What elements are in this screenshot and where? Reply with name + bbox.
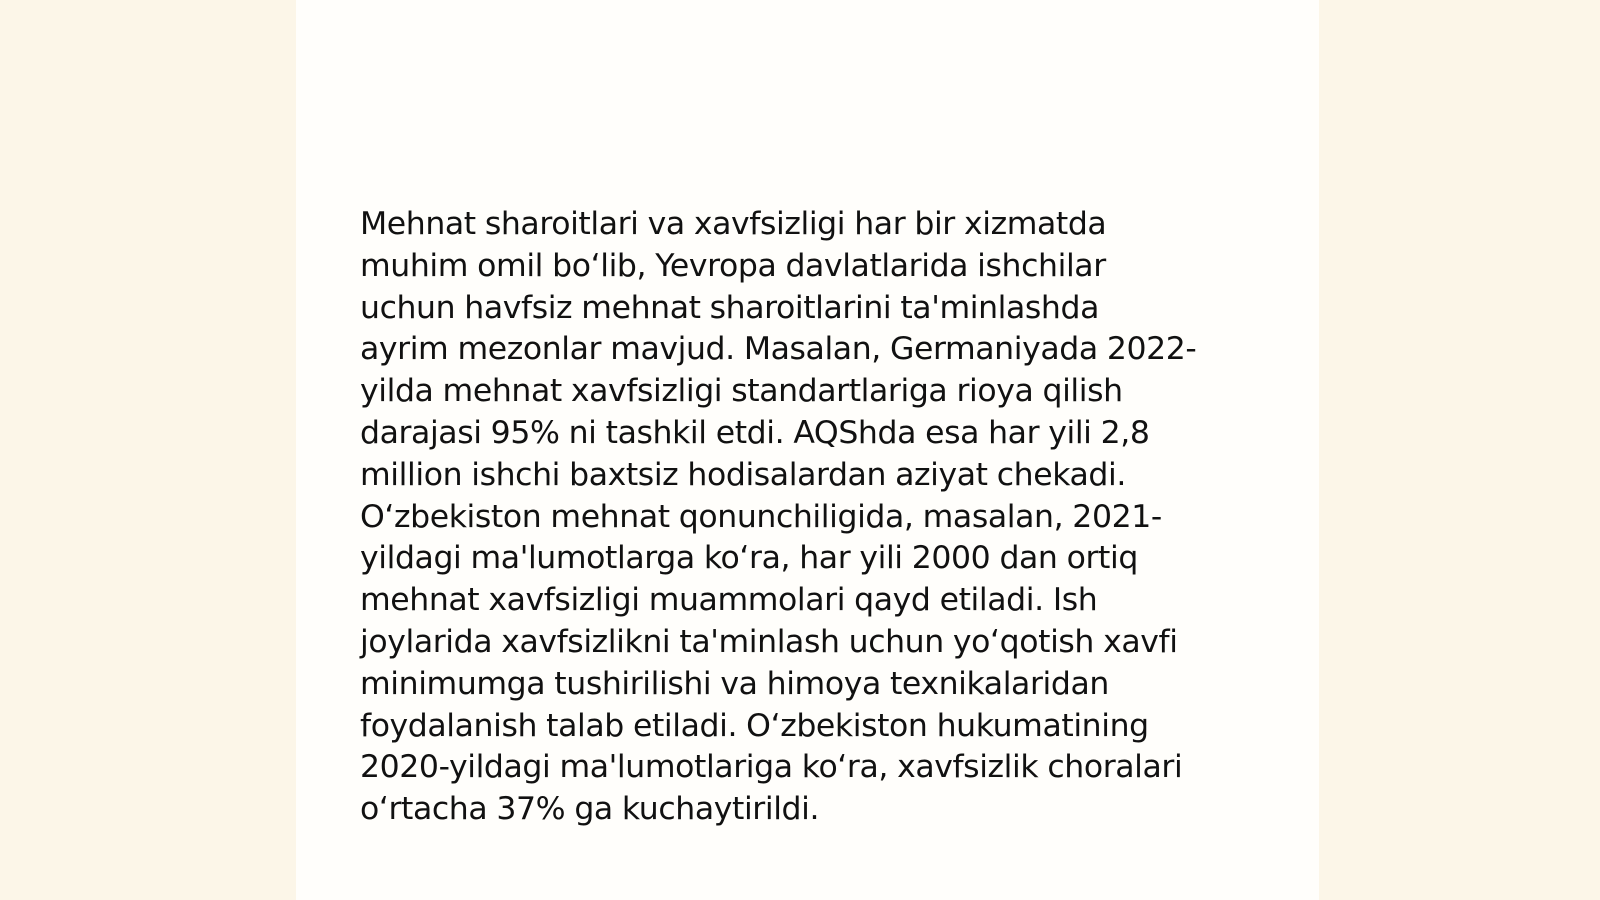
- paragraph-line: uchun havfsiz mehnat sharoitlarini ta'minlashda: [360, 289, 1099, 326]
- paragraph-line: yildagi ma'lumotlarga koʻra, har yili 2000 dan ortiq: [360, 540, 1138, 577]
- paragraph-line: Mehnat sharoitlari va xavfsizligi har bir xizmatda: [360, 206, 1107, 242]
- paragraph-line: muhim omil boʻlib, Yevropa davlatlarida ishchilar: [360, 247, 1106, 284]
- paragraph-line: mehnat xavfsizligi muammolari qayd etiladi. Ish: [360, 582, 1098, 619]
- paragraph-line: Oʻzbekiston mehnat qonunchiligida, masalan, 2021-: [360, 498, 1162, 535]
- paragraph-line: 2020-yildagi ma'lumotlariga koʻra, xavfsizlik choralari: [360, 749, 1183, 786]
- paragraph-line: yilda mehnat xavfsizligi standartlariga rioya qilish: [360, 373, 1123, 410]
- body-paragraph: [360, 204, 1260, 831]
- paragraph-line: ayrim mezonlar mavjud. Masalan, Germaniyada 2022-: [360, 331, 1197, 368]
- paragraph-line: darajasi 95% ni tashkil etdi. AQShda esa har yili 2,8: [360, 414, 1150, 451]
- paragraph-line: minimumga tushirilishi va himoya texnikalaridan: [360, 665, 1109, 702]
- paragraph-line: million ishchi baxtsiz hodisalardan aziyat chekadi.: [360, 456, 1126, 493]
- paragraph-line: oʻrtacha 37% ga kuchaytirildi.: [360, 791, 820, 828]
- paragraph-line: joylarida xavfsizlikni ta'minlash uchun yoʻqotish xavfi: [360, 623, 1178, 660]
- document-page: [296, 0, 1319, 900]
- paragraph-line: foydalanish talab etiladi. Oʻzbekiston hukumatining: [360, 707, 1149, 744]
